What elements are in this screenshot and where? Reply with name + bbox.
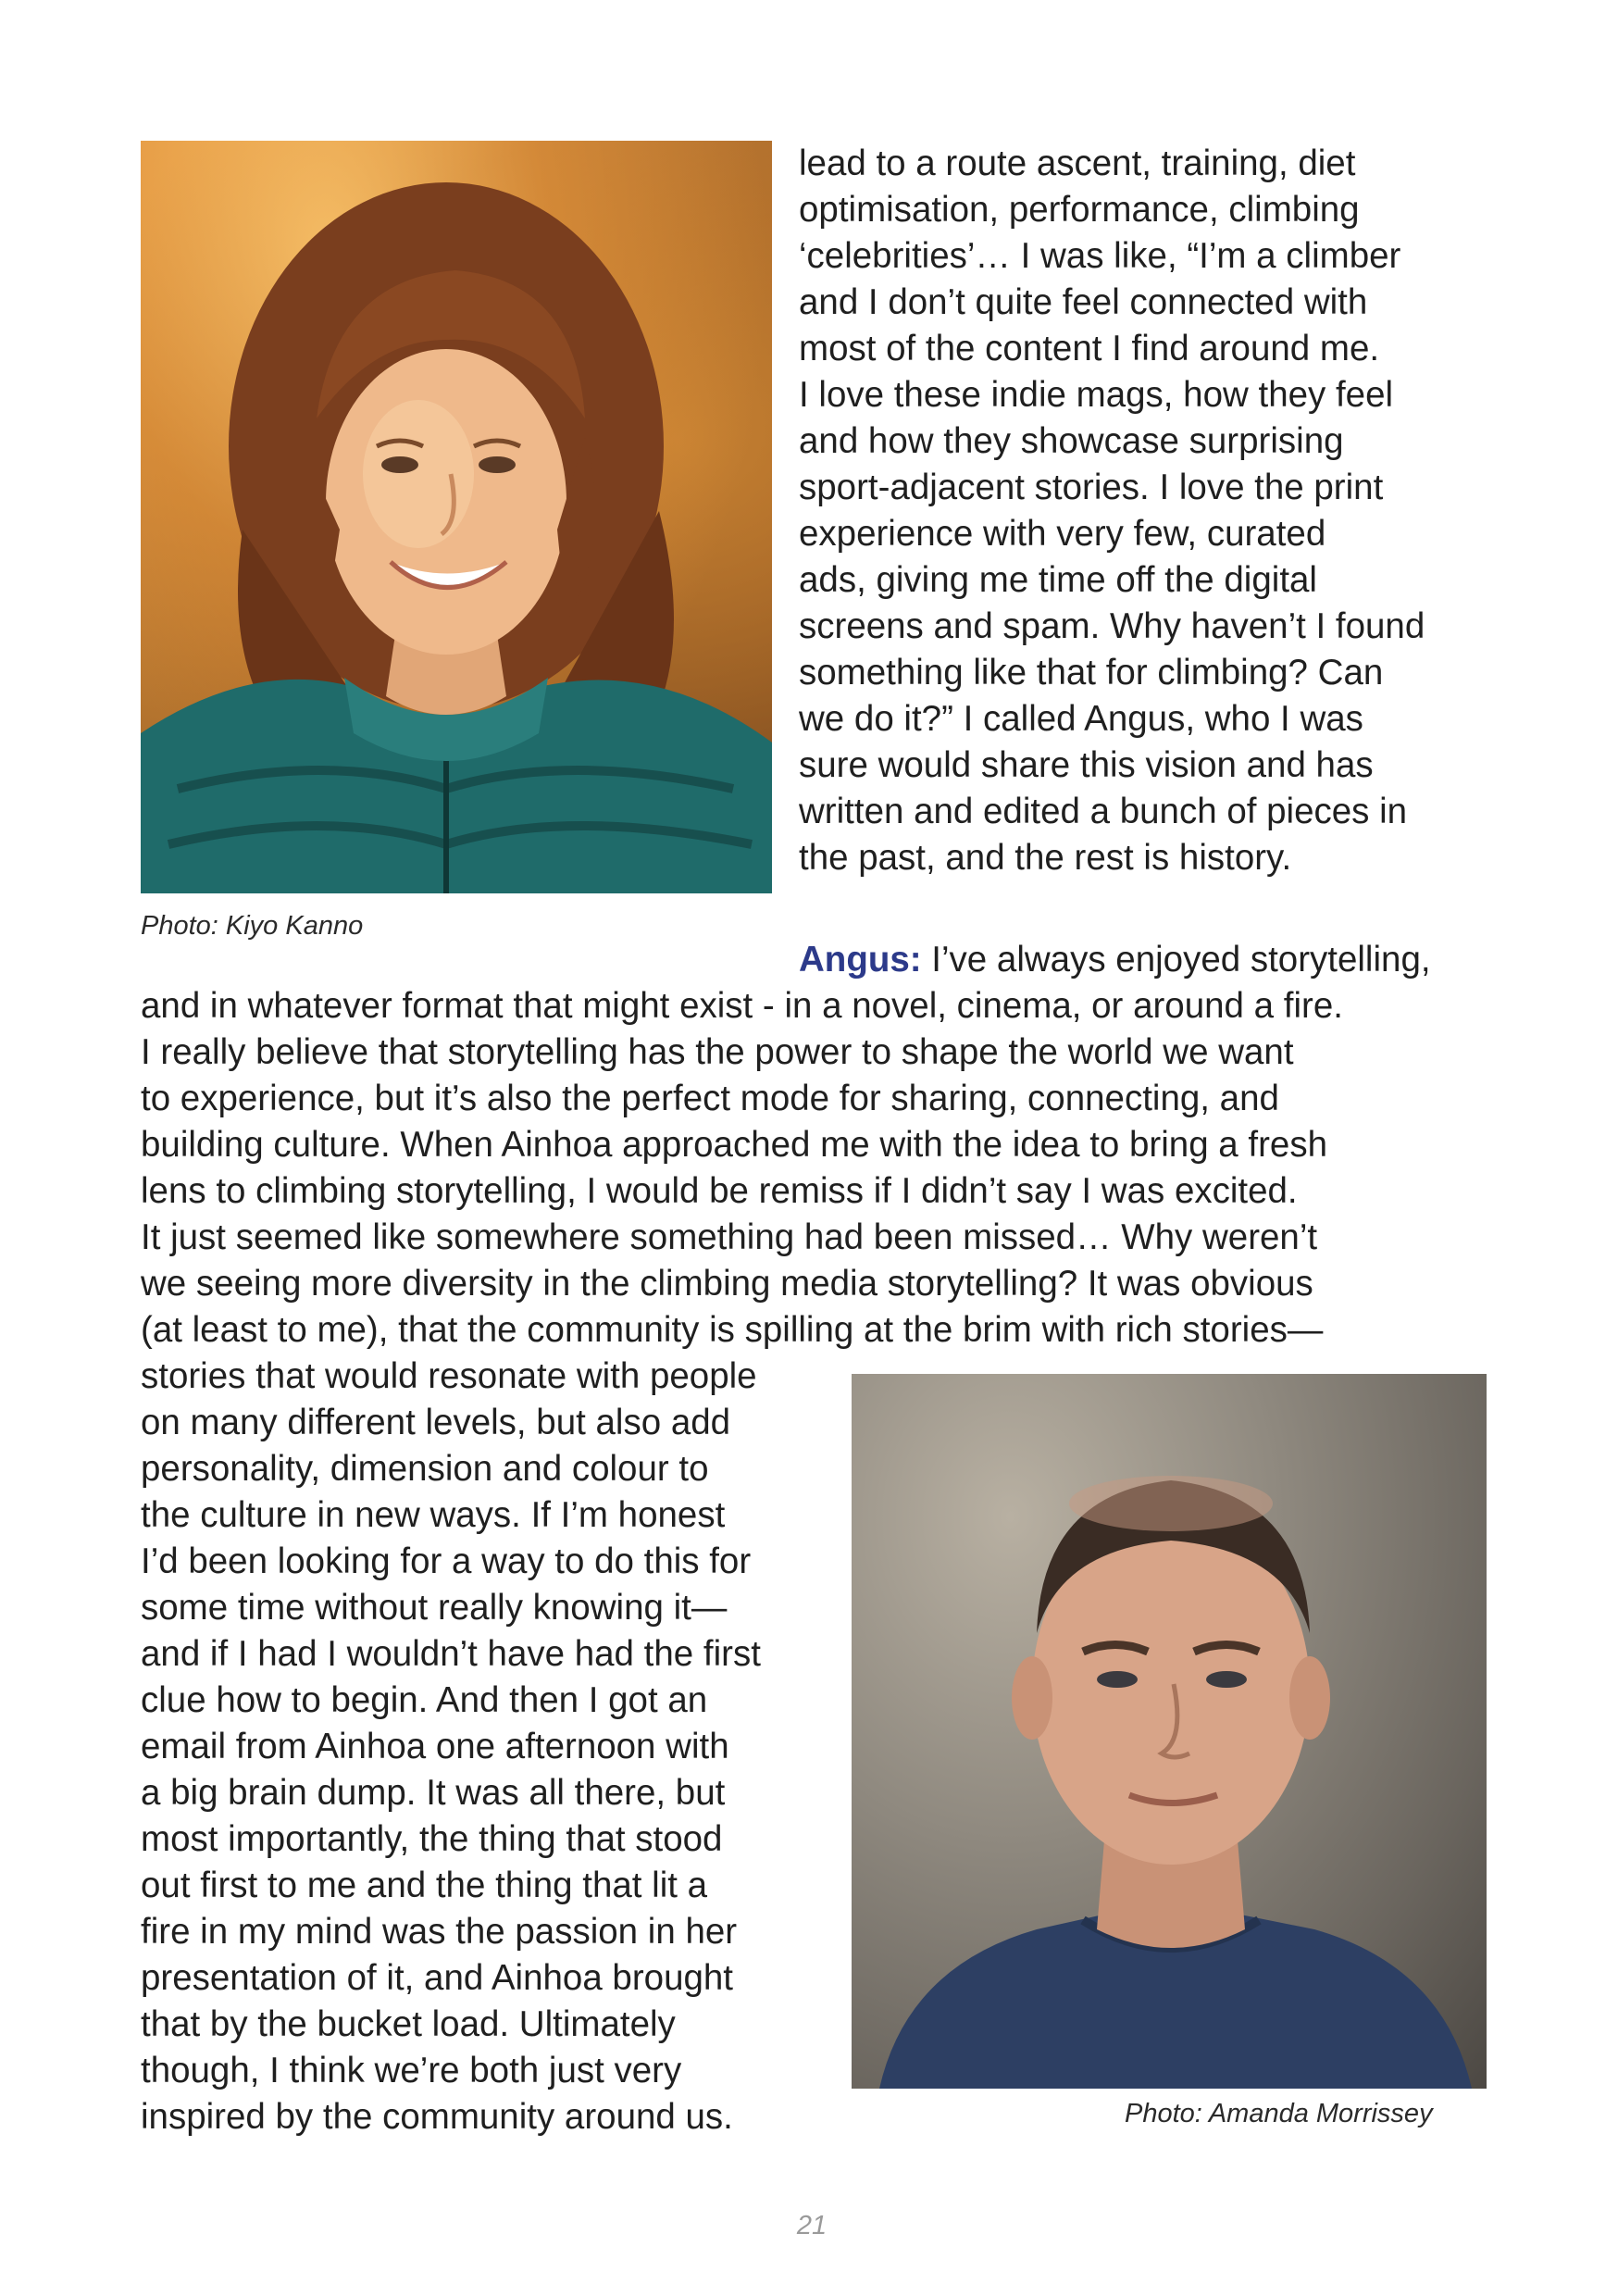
text-line: out first to me and the thing that lit a xyxy=(141,1866,708,1905)
text-line: and in whatever format that might exist - in a novel, cinema, or around a fire. xyxy=(141,986,1343,1026)
text-line: I really believe that storytelling has the power to shape the world we want xyxy=(141,1032,1294,1072)
text-line: to experience, but it’s also the perfect mode for sharing, connecting, and xyxy=(141,1079,1279,1118)
text-line: something like that for climbing? Can xyxy=(799,653,1384,693)
text-line: ads, giving me time off the digital xyxy=(799,560,1317,600)
text-line: the culture in new ways. If I’m honest xyxy=(141,1495,726,1535)
text-line: I’d been looking for a way to do this for xyxy=(141,1541,752,1581)
text-line: a big brain dump. It was all there, but xyxy=(141,1773,726,1813)
text-line: we do it?” I called Angus, who I was xyxy=(799,699,1363,739)
text-line: and I don’t quite feel connected with xyxy=(799,282,1368,322)
text-line: screens and spam. Why haven’t I found xyxy=(799,606,1425,646)
text-line: we seeing more diversity in the climbing media storytelling? It was obvious xyxy=(141,1264,1313,1304)
text-line: sure would share this vision and has xyxy=(799,745,1374,785)
text-line: clue how to begin. And then I got an xyxy=(141,1680,708,1720)
text-line: and how they showcase surprising xyxy=(799,421,1344,461)
text-line: on many different levels, but also add xyxy=(141,1403,731,1442)
column-text-full-width xyxy=(141,983,1343,1354)
column-text-top xyxy=(799,141,1425,881)
text-line: presentation of it, and Ainhoa brought xyxy=(141,1958,734,1998)
text-line: ‘celebrities’… I was like, “I’m a climber xyxy=(799,236,1401,276)
text-line: lead to a route ascent, training, diet xyxy=(799,144,1356,183)
text-line: written and edited a bunch of pieces in xyxy=(799,792,1408,831)
text-line: that by the bucket load. Ultimately xyxy=(141,2004,676,2044)
page-number: 21 xyxy=(796,2211,828,2240)
angus-intro-line xyxy=(799,937,1431,983)
speaker-name-angus: Angus: xyxy=(799,940,922,980)
text-line: most of the content I find around me. xyxy=(799,329,1380,368)
text-line: email from Ainhoa one afternoon with xyxy=(141,1727,729,1766)
text-line: fire in my mind was the passion in her xyxy=(141,1912,738,1952)
column-text-bottom-left xyxy=(141,1354,761,2140)
text-line: I love these indie mags, how they feel xyxy=(799,375,1394,415)
text-line: I’ve always enjoyed storytelling, xyxy=(931,940,1431,980)
text-line: inspired by the community around us. xyxy=(141,2097,733,2137)
text-line: lens to climbing storytelling, I would be remiss if I didn’t say I was excited. xyxy=(141,1171,1298,1211)
text-line: building culture. When Ainhoa approached me with the idea to bring a fresh xyxy=(141,1125,1328,1165)
photo-caption-kiyo: Photo: Kiyo Kanno xyxy=(141,911,364,941)
text-line: the past, and the rest is history. xyxy=(799,838,1292,878)
text-line: most importantly, the thing that stood xyxy=(141,1819,723,1859)
text-line: though, I think we’re both just very xyxy=(141,2051,682,2090)
photo-caption-amanda: Photo: Amanda Morrissey xyxy=(1125,2099,1433,2128)
portrait-photo-man xyxy=(852,1374,1487,2089)
text-line: some time without really knowing it— xyxy=(141,1588,728,1628)
text-line: personality, dimension and colour to xyxy=(141,1449,709,1489)
text-line: experience with very few, curated xyxy=(799,514,1326,554)
text-line: sport-adjacent stories. I love the print xyxy=(799,468,1384,507)
text-line: (at least to me), that the community is spilling at the brim with rich stories— xyxy=(141,1310,1324,1350)
text-line: optimisation, performance, climbing xyxy=(799,190,1360,230)
text-line: and if I had I wouldn’t have had the first xyxy=(141,1634,761,1674)
text-line: stories that would resonate with people xyxy=(141,1356,757,1396)
portrait-photo-woman xyxy=(141,141,772,893)
text-line: It just seemed like somewhere something had been missed… Why weren’t xyxy=(141,1217,1318,1257)
